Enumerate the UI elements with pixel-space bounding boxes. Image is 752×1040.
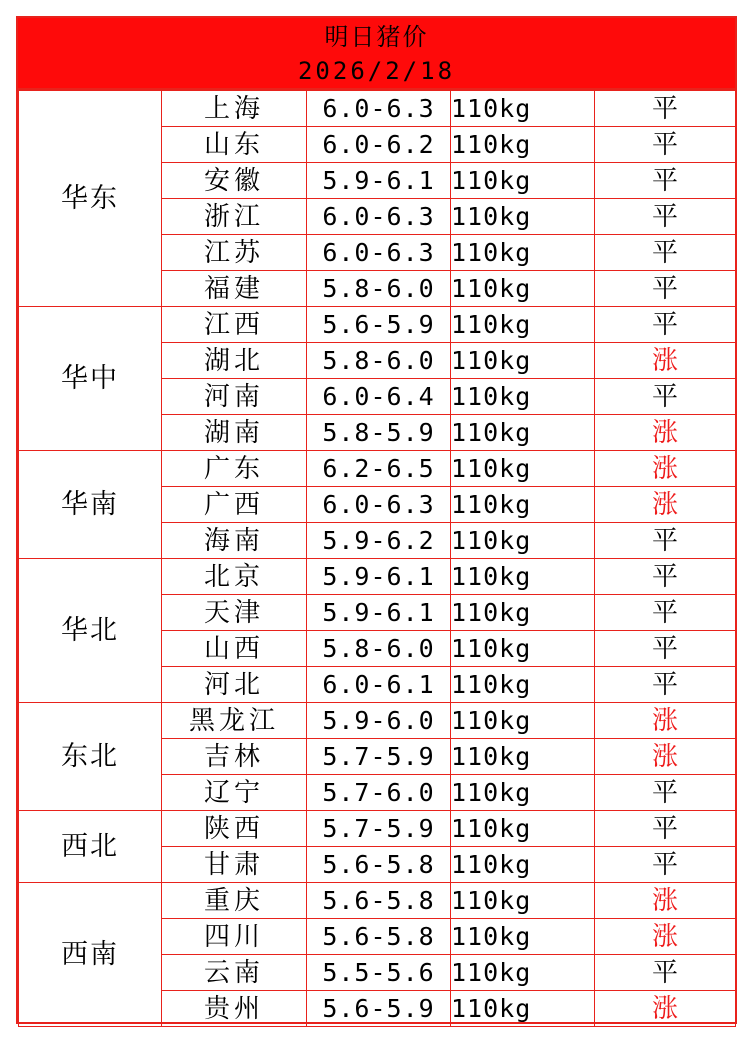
province-cell: 广西 xyxy=(162,487,307,523)
price-range-cell: 5.9-6.2 xyxy=(307,523,451,559)
price-range-cell: 5.7-5.9 xyxy=(307,811,451,847)
price-range-cell: 6.0-6.3 xyxy=(307,487,451,523)
price-range-cell: 5.6-5.8 xyxy=(307,919,451,955)
trend-cell: 涨 xyxy=(595,703,736,739)
trend-cell: 涨 xyxy=(595,343,736,379)
trend-cell: 平 xyxy=(595,163,736,199)
weight-cell: 110kg xyxy=(451,343,595,379)
weight-cell: 110kg xyxy=(451,487,595,523)
table-header xyxy=(18,18,735,90)
trend-cell: 涨 xyxy=(595,991,736,1027)
price-range-cell: 6.0-6.4 xyxy=(307,379,451,415)
trend-cell: 平 xyxy=(595,775,736,811)
price-range-cell: 5.5-5.6 xyxy=(307,955,451,991)
table-date: 2026/2/18 xyxy=(297,57,456,85)
weight-cell: 110kg xyxy=(451,127,595,163)
weight-cell: 110kg xyxy=(451,91,595,127)
pig-price-sheet xyxy=(16,16,737,1024)
price-range-cell: 5.8-6.0 xyxy=(307,271,451,307)
province-cell: 河北 xyxy=(162,667,307,703)
price-range-cell: 5.9-6.0 xyxy=(307,703,451,739)
price-range-cell: 6.0-6.3 xyxy=(307,199,451,235)
table-row xyxy=(19,883,736,919)
trend-cell: 平 xyxy=(595,595,736,631)
province-cell: 四川 xyxy=(162,919,307,955)
province-cell: 甘肃 xyxy=(162,847,307,883)
weight-cell: 110kg xyxy=(451,883,595,919)
trend-cell: 平 xyxy=(595,631,736,667)
weight-cell: 110kg xyxy=(451,307,595,343)
province-cell: 广东 xyxy=(162,451,307,487)
province-cell: 天津 xyxy=(162,595,307,631)
price-range-cell: 6.0-6.3 xyxy=(307,91,451,127)
trend-cell: 涨 xyxy=(595,487,736,523)
province-cell: 浙江 xyxy=(162,199,307,235)
table-row xyxy=(19,811,736,847)
weight-cell: 110kg xyxy=(451,271,595,307)
weight-cell: 110kg xyxy=(451,415,595,451)
province-cell: 湖北 xyxy=(162,343,307,379)
table-row xyxy=(19,91,736,127)
price-range-cell: 6.0-6.2 xyxy=(307,127,451,163)
region-cell: 华东 xyxy=(19,91,162,307)
province-cell: 海南 xyxy=(162,523,307,559)
region-cell: 西南 xyxy=(19,883,162,1027)
province-cell: 福建 xyxy=(162,271,307,307)
province-cell: 黑龙江 xyxy=(162,703,307,739)
table-row xyxy=(19,307,736,343)
trend-cell: 平 xyxy=(595,199,736,235)
price-table-body xyxy=(19,91,736,1027)
weight-cell: 110kg xyxy=(451,559,595,595)
province-cell: 云南 xyxy=(162,955,307,991)
trend-cell: 平 xyxy=(595,235,736,271)
weight-cell: 110kg xyxy=(451,703,595,739)
weight-cell: 110kg xyxy=(451,523,595,559)
price-range-cell: 5.9-6.1 xyxy=(307,163,451,199)
province-cell: 贵州 xyxy=(162,991,307,1027)
weight-cell: 110kg xyxy=(451,235,595,271)
weight-cell: 110kg xyxy=(451,847,595,883)
price-range-cell: 5.6-5.9 xyxy=(307,991,451,1027)
price-range-cell: 5.8-6.0 xyxy=(307,343,451,379)
table-row xyxy=(19,703,736,739)
price-range-cell: 5.8-6.0 xyxy=(307,631,451,667)
trend-cell: 涨 xyxy=(595,919,736,955)
weight-cell: 110kg xyxy=(451,199,595,235)
price-range-cell: 5.6-5.8 xyxy=(307,847,451,883)
trend-cell: 平 xyxy=(595,91,736,127)
price-range-cell: 6.0-6.3 xyxy=(307,235,451,271)
trend-cell: 平 xyxy=(595,667,736,703)
province-cell: 陕西 xyxy=(162,811,307,847)
province-cell: 江西 xyxy=(162,307,307,343)
trend-cell: 平 xyxy=(595,379,736,415)
weight-cell: 110kg xyxy=(451,775,595,811)
province-cell: 辽宁 xyxy=(162,775,307,811)
weight-cell: 110kg xyxy=(451,919,595,955)
region-cell: 东北 xyxy=(19,703,162,811)
weight-cell: 110kg xyxy=(451,595,595,631)
trend-cell: 平 xyxy=(595,955,736,991)
price-range-cell: 5.8-5.9 xyxy=(307,415,451,451)
province-cell: 江苏 xyxy=(162,235,307,271)
region-cell: 西北 xyxy=(19,811,162,883)
weight-cell: 110kg xyxy=(451,739,595,775)
price-table xyxy=(18,90,736,1027)
table-title: 明日猪价 xyxy=(324,23,429,51)
province-cell: 湖南 xyxy=(162,415,307,451)
price-range-cell: 5.6-5.8 xyxy=(307,883,451,919)
trend-cell: 平 xyxy=(595,307,736,343)
trend-cell: 平 xyxy=(595,523,736,559)
weight-cell: 110kg xyxy=(451,811,595,847)
trend-cell: 涨 xyxy=(595,451,736,487)
table-row xyxy=(19,559,736,595)
province-cell: 北京 xyxy=(162,559,307,595)
price-range-cell: 5.7-5.9 xyxy=(307,739,451,775)
price-range-cell: 5.7-6.0 xyxy=(307,775,451,811)
province-cell: 上海 xyxy=(162,91,307,127)
province-cell: 安徽 xyxy=(162,163,307,199)
price-range-cell: 5.9-6.1 xyxy=(307,559,451,595)
trend-cell: 平 xyxy=(595,127,736,163)
price-range-cell: 6.2-6.5 xyxy=(307,451,451,487)
price-range-cell: 5.6-5.9 xyxy=(307,307,451,343)
trend-cell: 涨 xyxy=(595,883,736,919)
weight-cell: 110kg xyxy=(451,163,595,199)
weight-cell: 110kg xyxy=(451,667,595,703)
trend-cell: 平 xyxy=(595,811,736,847)
province-cell: 重庆 xyxy=(162,883,307,919)
province-cell: 河南 xyxy=(162,379,307,415)
trend-cell: 平 xyxy=(595,271,736,307)
table-row xyxy=(19,451,736,487)
weight-cell: 110kg xyxy=(451,991,595,1027)
province-cell: 山东 xyxy=(162,127,307,163)
province-cell: 山西 xyxy=(162,631,307,667)
region-cell: 华南 xyxy=(19,451,162,559)
weight-cell: 110kg xyxy=(451,631,595,667)
trend-cell: 涨 xyxy=(595,739,736,775)
province-cell: 吉林 xyxy=(162,739,307,775)
region-cell: 华中 xyxy=(19,307,162,451)
price-range-cell: 5.9-6.1 xyxy=(307,595,451,631)
region-cell: 华北 xyxy=(19,559,162,703)
weight-cell: 110kg xyxy=(451,451,595,487)
weight-cell: 110kg xyxy=(451,379,595,415)
trend-cell: 平 xyxy=(595,559,736,595)
price-range-cell: 6.0-6.1 xyxy=(307,667,451,703)
trend-cell: 涨 xyxy=(595,415,736,451)
weight-cell: 110kg xyxy=(451,955,595,991)
trend-cell: 平 xyxy=(595,847,736,883)
